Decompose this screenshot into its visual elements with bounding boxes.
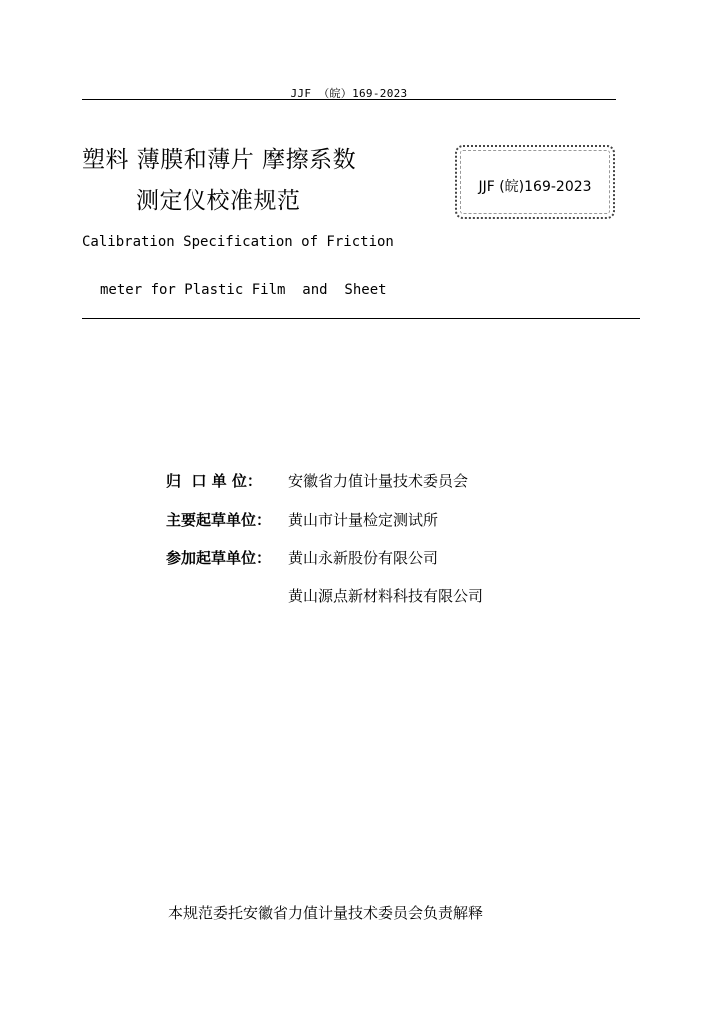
title-cn-line1: 塑料 薄膜和薄片 摩擦系数 [82,147,357,173]
org-value-participating-drafter-1: 黄山永新股份有限公司 [288,549,439,567]
org-value-responsible: 安徽省力值计量技术委员会 [288,472,469,490]
document-code-box-label: JJF (皖)169-2023 [478,179,592,195]
org-value-main-drafter: 黄山市计量检定测试所 [288,511,439,529]
title-rule [82,318,640,319]
org-label-responsible: 归 口 单 位： [166,472,262,490]
interpretation-note: 本规范委托安徽省力值计量技术委员会负责解释 [168,904,484,922]
title-en-line1: Calibration Specification of Friction [82,234,394,250]
title-en-line2: meter for Plastic Film and Sheet [100,282,387,298]
org-label-main-drafter: 主要起草单位： [166,511,272,529]
org-label-participating-drafter: 参加起草单位： [166,549,272,567]
document-code-header: JJF （皖）169-2023 [290,87,408,100]
title-cn-line2: 测定仪校准规范 [136,188,301,214]
header-rule [82,99,616,100]
org-value-participating-drafter-2: 黄山源点新材料科技有限公司 [288,587,484,605]
